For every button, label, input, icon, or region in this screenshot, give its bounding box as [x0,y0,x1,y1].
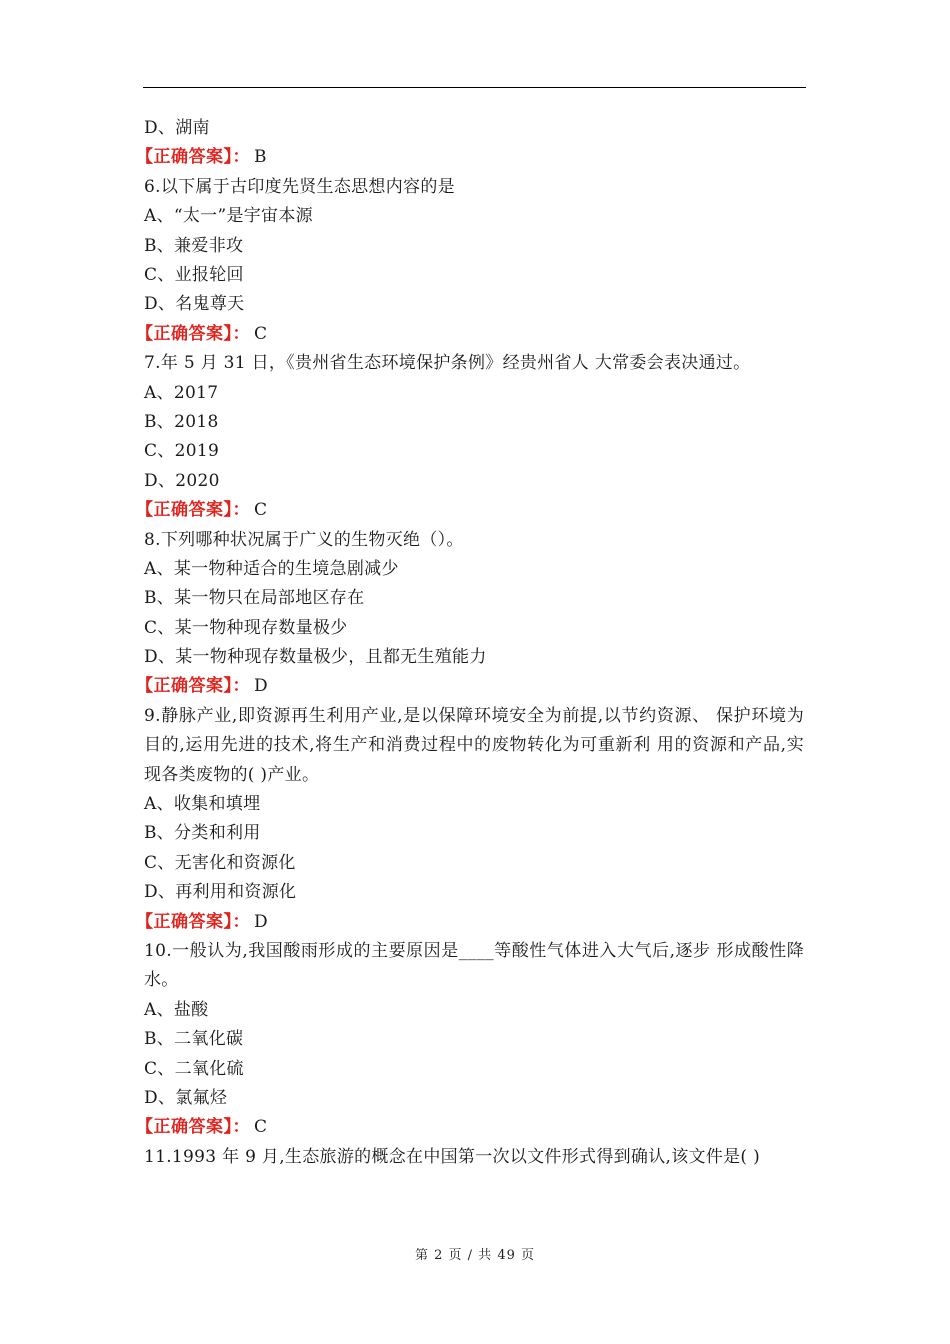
question-text: 9.静脉产业,即资源再生利用产业,是以保障环境安全为前提,以节约资源、 保护环境为目的,运用先进的技术,将生产和消费过程中的废物转化为可重新利 用的资源和产品,实现各类废物的( )产业。 [144,705,804,785]
question-text: 6.以下属于古印度先贤生态思想内容的是 [144,176,455,197]
answer-line [136,672,804,701]
option-text: D、再利用和资源化 [144,882,297,903]
answer-line [136,143,804,172]
option-text: B、二氧化碳 [144,1029,244,1050]
option-text: D、氯氟烃 [144,1088,228,1109]
answer-label: 【正确答案】： [136,676,250,697]
option-text: C、某一物种现存数量极少 [144,617,348,638]
document-body [136,114,804,1172]
answer-value: B [254,147,267,168]
option-text: C、二氧化硫 [144,1058,244,1079]
option-text: C、业报轮回 [144,264,244,285]
option-text: D、湖南 [144,118,210,138]
answer-value: D [254,676,268,697]
option-text: D、名鬼尊天 [144,294,245,315]
option-text: A、2017 [144,382,219,403]
page-footer: 第 2 页 / 共 49 页 [415,1248,535,1263]
answer-line [136,1113,804,1142]
option-text: C、无害化和资源化 [144,852,296,873]
question-text: 10.一般认为,我国酸雨形成的主要原因是____等酸性气体进入大气后,逐步 形成酸性降水。 [144,941,804,991]
question-text: 8.下列哪种状况属于广义的生物灭绝（）。 [144,529,464,550]
header-rule [143,87,806,88]
option-text: B、分类和利用 [144,823,261,844]
answer-line [136,320,804,349]
answer-line [136,496,804,525]
answer-value: C [254,323,268,344]
option-text: A、“太一”是宇宙本源 [144,206,313,227]
answer-label: 【正确答案】： [136,147,250,168]
question-text: 7.年 5 月 31 日，《贵州省生态环境保护条例》经贵州省人 大常委会表决通过。 [144,353,751,374]
option-text: B、某一物只在局部地区存在 [144,588,365,609]
answer-value: C [254,500,268,521]
option-text: A、某一物种适合的生境急剧减少 [144,558,399,579]
answer-value: D [254,911,268,932]
option-text: B、2018 [144,411,219,432]
answer-label: 【正确答案】： [136,1117,250,1138]
answer-value: C [254,1117,268,1138]
option-text: B、兼爱非攻 [144,235,244,256]
option-text: D、2020 [144,470,220,491]
answer-label: 【正确答案】： [136,911,250,932]
option-text: A、盐酸 [144,999,209,1020]
answer-line [136,908,804,937]
answer-label: 【正确答案】： [136,323,250,344]
option-text: C、2019 [144,441,220,462]
answer-label: 【正确答案】： [136,500,250,521]
option-text: A、收集和填埋 [144,794,261,815]
question-text: 11.1993 年 9 月,生态旅游的概念在中国第一次以文件形式得到确认,该文件是( ) [144,1146,761,1167]
option-text: D、某一物种现存数量极少，且都无生殖能力 [144,647,487,668]
